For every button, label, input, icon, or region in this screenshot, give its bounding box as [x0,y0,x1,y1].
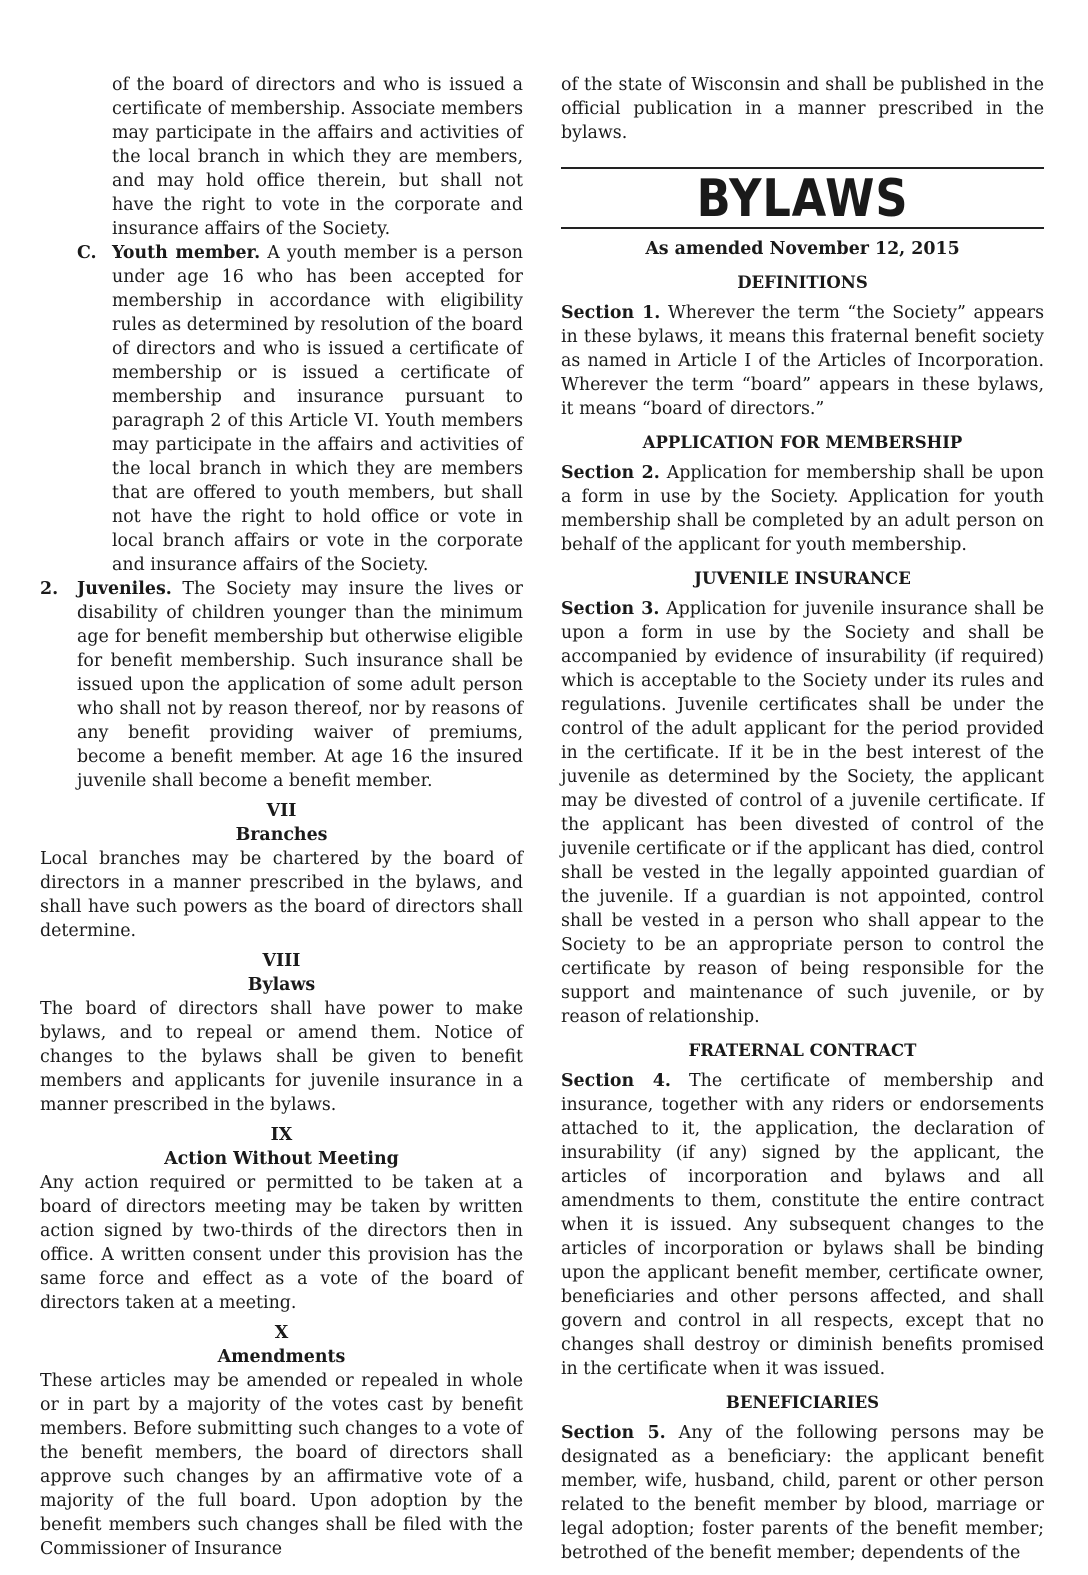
item-marker: 2. [40,579,59,599]
section-paragraph [561,597,1044,1029]
associate-member-continuation [40,73,523,241]
article-text: Local branches may be chartered by the board of directors in a manner prescribed in the bylaws, and shall have such powers as the board of directors shall determine. [40,849,523,941]
section-heading: BENEFICIARIES [725,1393,880,1412]
article-number: IX [270,1125,293,1145]
article-text: The board of directors shall have power to make bylaws, and to repeal or amend them. Notice of changes to the bylaws shall be given to benefit members and applicants for juvenile insurance in a manner prescribed in the bylaws. [40,999,523,1115]
section-heading: DEFINITIONS [737,273,868,292]
article-title: Bylaws [247,975,316,995]
section-label: Section 4. [561,1071,671,1091]
amendments-continuation: of the state of Wisconsin and shall be published in the official publication in a manner prescribed in the bylaws. [561,75,1044,143]
section-label: Section 5. [561,1423,666,1443]
article-viii [40,949,523,1117]
paragraph-text: of the board of directors and who is issued a certificate of membership. Associate members may participate in the affairs and activities of the local branch in which they are members, and may hold office therein, but shall not have the right to vote in the corporate and insurance affairs of the Society. [112,75,523,239]
section-heading: FRATERNAL CONTRACT [688,1041,917,1060]
section-fraternal-contract [561,1039,1044,1381]
item-text: The Society may insure the lives or disability of children younger than the minimum age for benefit membership but otherwise eligible for benefit membership. Such insurance shall be issued upon the application of some adult person who shall not by reason thereof, nor by reasons of any benefit providing waiver of premiums, become a benefit member. At age 16 the insured juvenile shall become a benefit member. [77,579,523,791]
item-text: A youth member is a person under age 16 who has been accepted for membership in accordance with eligibility rules as determined by resolution of the board of directors and who is issued a certificate of membership or is issued a certificate of membership and insurance pursuant to paragraph 2 of this Article VI. Youth members may participate in the affairs and activities of the local branch in which they are members that are offered to youth members, but shall not have the right to hold office or vote in local branch affairs or vote in the corporate and insurance affairs of the Society. [112,243,524,575]
section-juvenile-insurance [561,567,1044,1029]
item-label: Youth member. [112,243,261,263]
section-text: Application for membership shall be upon a form in use by the Society. Application for youth membership shall be completed by an adult person on behalf of the applicant for youth membership. [561,463,1044,555]
section-label: Section 3. [561,599,660,619]
section-text: The certificate of membership and insurance, together with any riders or endorsements attached to it, the application, the declaration of insurability (if any) signed by the applicant, the articles of incorporation and bylaws and all amendments to them, constitute the entire contract when it is issued. Any subsequent changes to the articles of incorporation or bylaws shall be binding upon the applicant benefit member, certificate owner, beneficiaries and other persons affected, and shall govern and control in all respects, except that no changes shall destroy or diminish benefits promised in the certificate when it was issued. [561,1071,1044,1379]
youth-member-item [40,241,523,577]
section-paragraph [561,1069,1044,1381]
section-paragraph [561,1421,1044,1565]
section-text: Wherever the term “the Society” appears in these bylaws, it means this fraternal benefit society as named in Article I of the Articles of Incorporation. Wherever the term “board” appears in these bylaws, it means “board of directors.” [561,303,1045,419]
item-label: Juveniles. [77,579,172,599]
article-ix [40,1123,523,1315]
bylaws-title: BYLAWS [696,169,909,229]
section-beneficiaries [561,1391,1044,1565]
section-label: Section 2. [561,463,660,483]
section-paragraph [561,301,1044,421]
amended-date: As amended November 12, 2015 [645,239,960,259]
article-number: X [274,1323,289,1343]
section-label: Section 1. [561,303,661,323]
section-definitions [561,271,1044,421]
article-number: VII [266,801,297,821]
article-title: Action Without Meeting [164,1149,399,1169]
section-paragraph [561,461,1044,557]
article-x [40,1321,523,1561]
article-title: Amendments [217,1347,346,1367]
section-text: Application for juvenile insurance shall be upon a form in use by the Society and shall be accompanied by evidence of insurability (if required) which is acceptable to the Society under its rules and regulations. Juvenile certificates shall be under the control of the adult applicant for the period provided in the certificate. If it be in the best interest of the juvenile as determined by the Society, the applicant may be divested of control of a juvenile certificate. If the applicant has been divested of control of the juvenile certificate or if the applicant has died, control shall be vested in the legally appointed guardian of the juvenile. If a guardian is not appointed, control shall be vested in a person who shall appear to the Society to be an appropriate person to control the certificate by reason of being responsible for the support and maintenance of such juvenile, or by reason of relationship. [561,599,1044,1027]
juveniles-item [40,577,523,793]
article-number: VIII [262,951,301,971]
section-heading: JUVENILE INSURANCE [694,569,911,588]
section-application [561,431,1044,557]
section-text: Any of the following persons may be designated as a beneficiary: the applicant benefit member, wife, husband, child, parent or other person related to the benefit member by blood, marriage or legal adoption; foster parents of the benefit member; betrothed of the benefit member; dependents of the [561,1423,1044,1563]
left-column [40,73,523,1561]
article-text: Any action required or permitted to be taken at a board of directors meeting may be taken by written action signed by two-thirds of the directors then in office. A written consent under this provision has the same force and effect as a vote of the board of directors taken at a meeting. [40,1173,523,1313]
article-vii [40,799,523,943]
right-column [561,73,1044,1565]
article-text: These articles may be amended or repealed in whole or in part by a majority of the votes cast by benefit members. Before submitting such changes to a vote of the benefit members, the board of directors shall approve such changes by an affirmative vote of a majority of the full board. Upon adoption by the benefit members such changes shall be filed with the Commissioner of Insurance [40,1371,523,1559]
article-title: Branches [235,825,328,845]
item-marker: C. [77,243,97,263]
section-heading: APPLICATION FOR MEMBERSHIP [642,433,963,452]
